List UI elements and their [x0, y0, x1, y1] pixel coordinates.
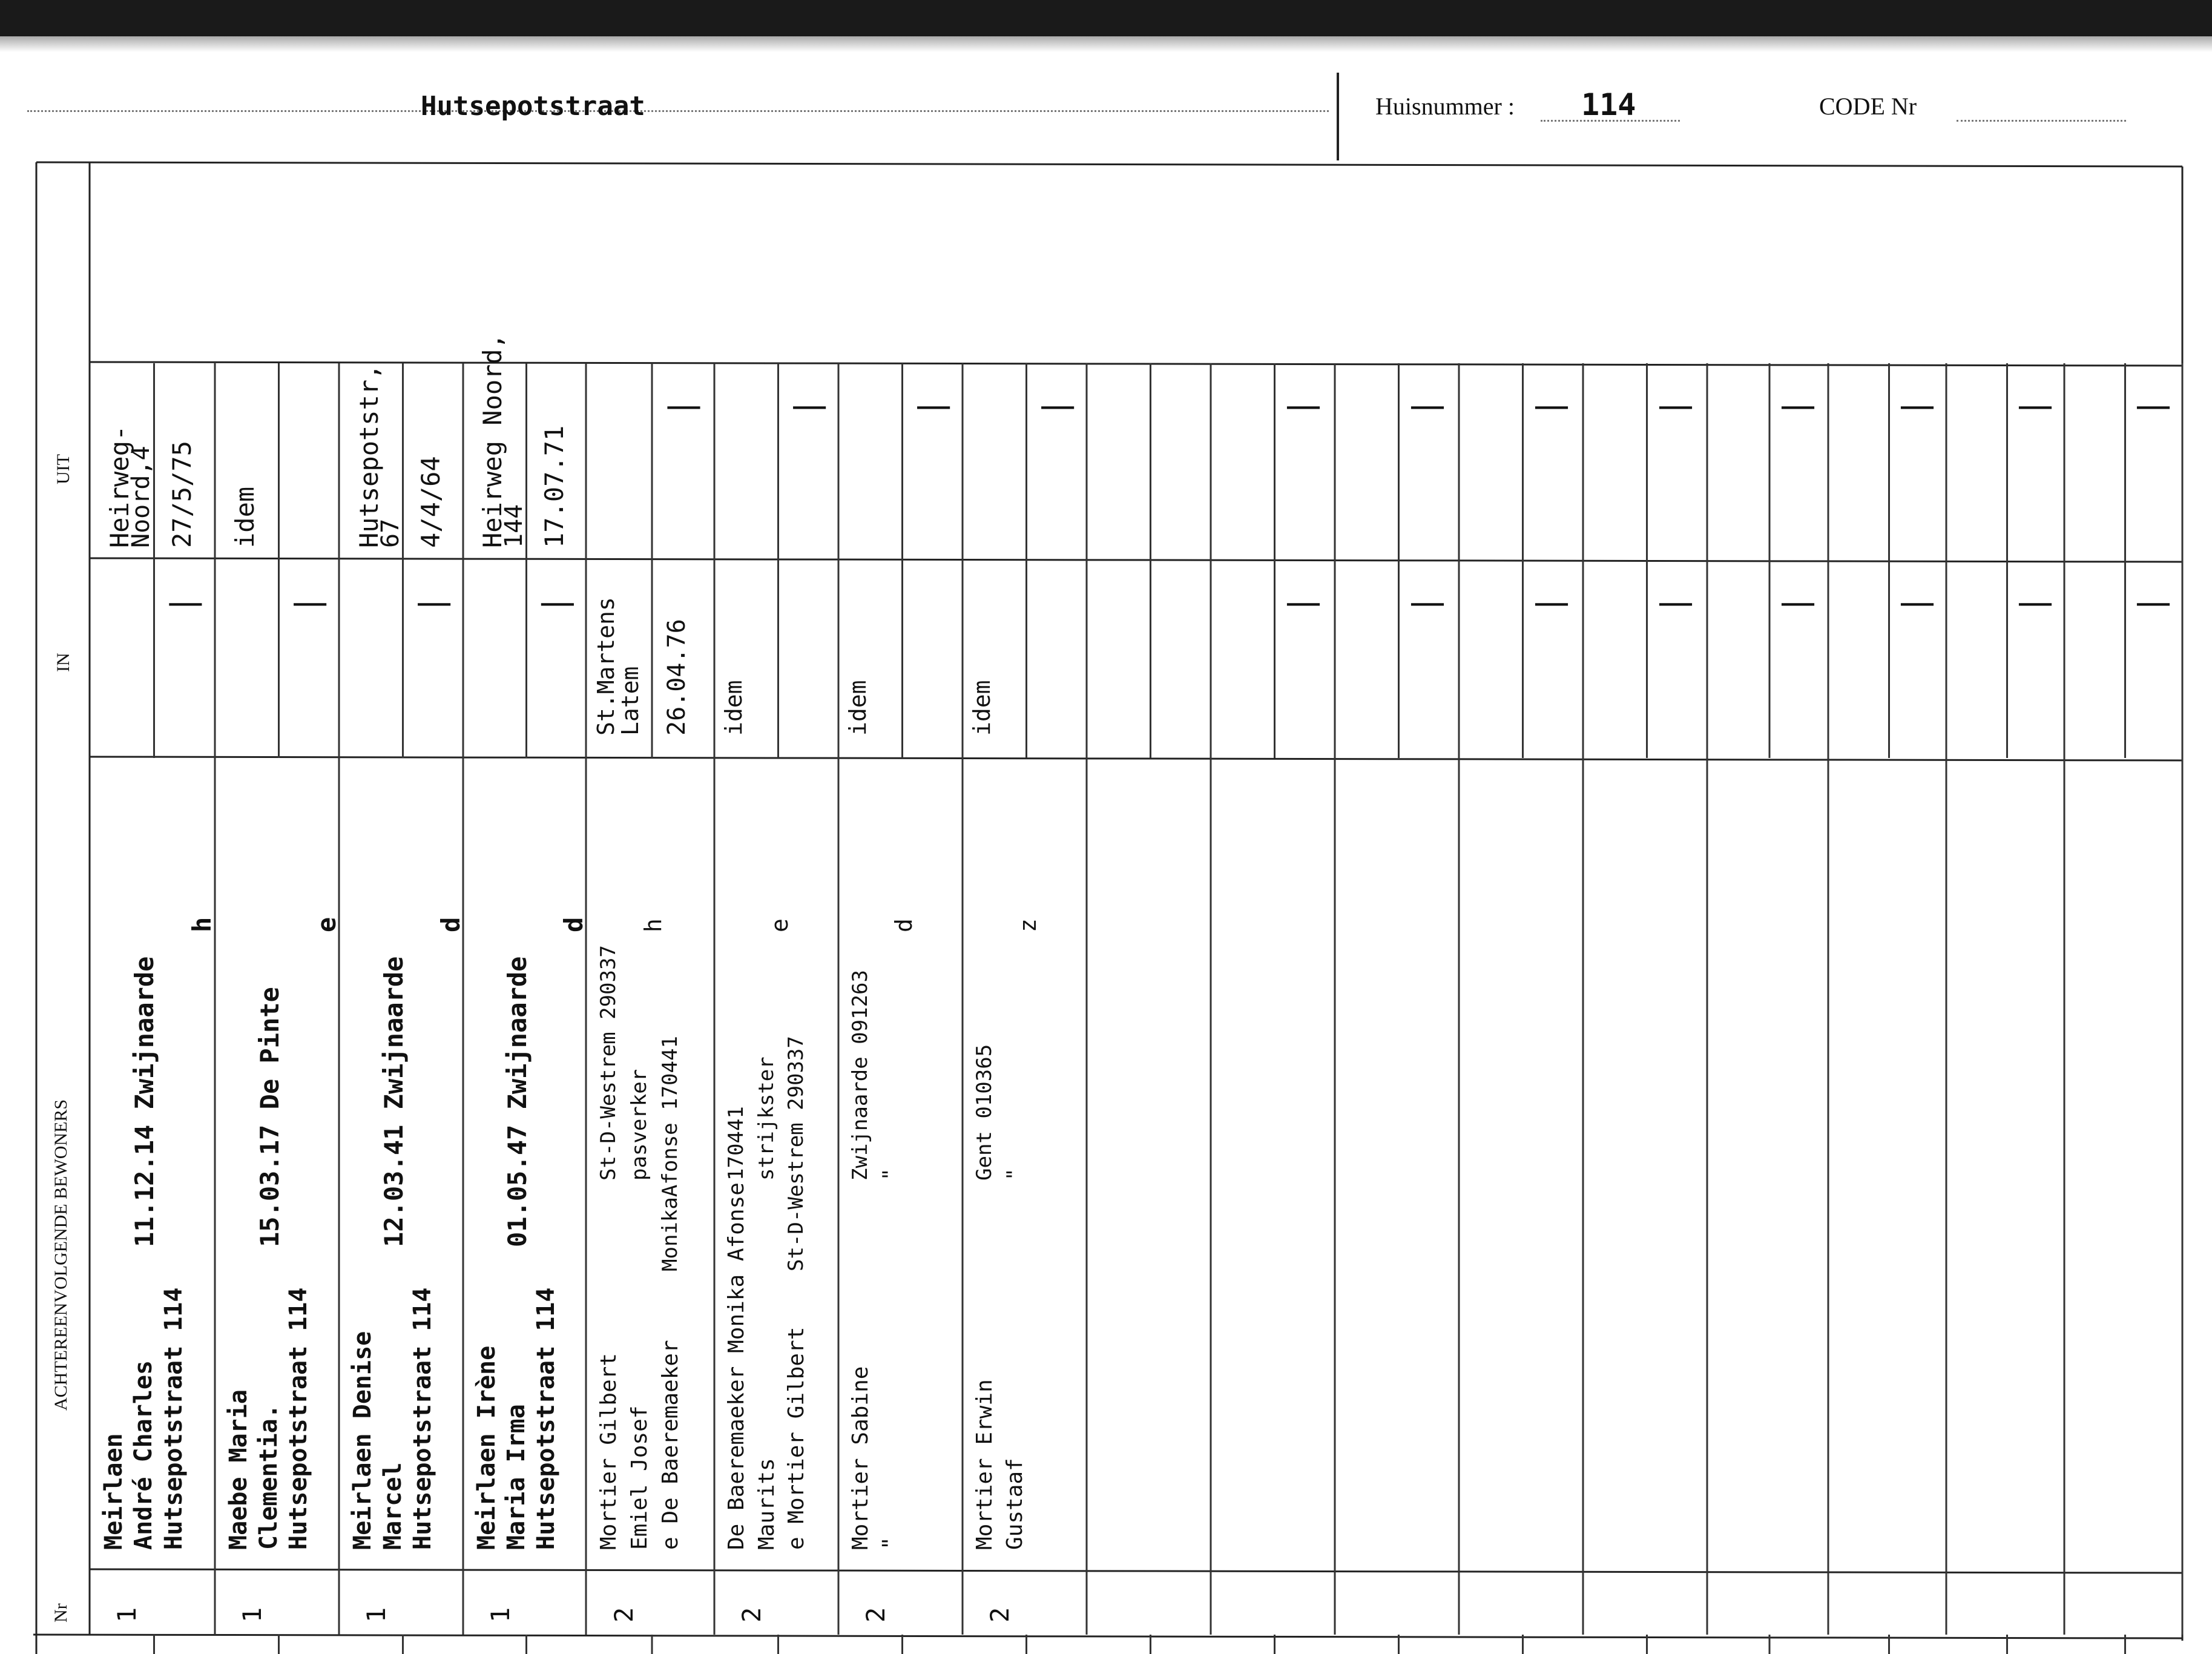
resident-birth-info: St-D-Westrem 290337	[596, 945, 620, 1181]
resident-name-line2: Marcel	[378, 1462, 407, 1550]
resident-name-line1: Maebe Maria	[225, 1389, 253, 1550]
resident-spouse-info: St-D-Westrem 290337	[783, 1036, 808, 1271]
uit-section-label: UIT	[53, 454, 73, 484]
uit-empty-dash: —	[1899, 384, 1935, 427]
resident-sex-code: z	[1015, 918, 1042, 932]
uit-empty-dash: —	[915, 384, 952, 427]
in-empty-dash: —	[2017, 581, 2053, 624]
in-empty-dash: —	[1657, 581, 1694, 624]
resident-name-line2: Maurits	[754, 1458, 779, 1550]
resident-sex-code: h	[187, 917, 217, 932]
in-empty-dash: —	[1533, 581, 1570, 624]
resident-name-line2: "	[878, 1537, 903, 1550]
resident-birth-info: strijkster	[754, 1056, 778, 1181]
resident-name-line1: Meirlaen Irène	[473, 1345, 501, 1550]
resident-name-line2: Emiel Josef	[627, 1405, 652, 1550]
resident-birth-info: Gent 010365	[972, 1044, 997, 1181]
in-date: 26.04.76	[663, 619, 691, 736]
bewoners-section-label: ACHTEREENVOLGENDE BEWONERS	[51, 1099, 71, 1411]
huisnummer-value: 114	[1581, 87, 1636, 122]
uit-place: Hutsepotstr,	[354, 364, 384, 548]
in-empty-dash: —	[1899, 581, 1935, 624]
in-section-label: IN	[53, 653, 73, 672]
in-place: idem	[969, 680, 996, 736]
uit-empty-dash: —	[791, 384, 828, 427]
resident-spouse-info: MonikaAfonse 170441	[657, 1036, 682, 1271]
uit-empty-dash: —	[1657, 384, 1694, 427]
in-empty-dash: —	[292, 581, 329, 624]
uit-empty-dash: —	[2135, 384, 2171, 427]
resident-sex-code: d	[559, 917, 589, 932]
uit-empty-dash: —	[1285, 384, 1322, 427]
resident-name-line1: De Baeremaeker Monika Afonse	[724, 1182, 749, 1550]
resident-birth-info: 15.03.17 De Pinte	[254, 987, 285, 1247]
resident-birth-info: 170441	[724, 1106, 749, 1181]
uit-empty-dash: —	[1409, 384, 1446, 427]
resident-sex-code: d	[890, 918, 918, 932]
uit-date: 17.07.71	[539, 425, 569, 548]
in-empty-dash: —	[416, 581, 453, 624]
resident-birth-info: pasverker	[627, 1069, 651, 1181]
resident-address-line: Hutsepotstraat 114	[408, 1287, 436, 1550]
in-empty-dash: —	[539, 581, 576, 624]
resident-name-line1: Meirlaen Denise	[349, 1331, 377, 1550]
resident-name-line2: André Charles	[130, 1360, 158, 1550]
uit-place: Heirweg-	[104, 425, 134, 548]
resident-address-line: Hutsepotstraat 114	[159, 1287, 188, 1550]
resident-nr: 2	[860, 1607, 890, 1623]
huisnummer-label: Huisnummer :	[1375, 93, 1515, 120]
resident-name-line2: Clementia.	[254, 1404, 283, 1550]
resident-name-line1: Mortier Erwin	[972, 1379, 998, 1550]
uit-date: 27/5/75	[167, 440, 197, 548]
nr-section-label: Nr	[51, 1603, 71, 1623]
uit-place: Heirweg Noord,	[478, 333, 508, 548]
resident-name-line1: Mortier Gilbert	[596, 1353, 621, 1550]
resident-nr: 1	[237, 1607, 267, 1623]
uit-empty-dash: —	[1533, 384, 1570, 427]
resident-sex-code: e	[766, 918, 794, 932]
in-place: St.Martens	[592, 597, 619, 736]
resident-name-line2: Maria Irma	[502, 1404, 530, 1550]
resident-nr: 2	[984, 1607, 1015, 1623]
in-place-detail: Latem	[616, 666, 644, 736]
resident-sex-code: d	[435, 917, 466, 932]
in-empty-dash: —	[1409, 581, 1446, 624]
resident-sex-code: e	[311, 917, 341, 932]
resident-birth-info: 11.12.14 Zwijnaarde	[130, 956, 160, 1247]
resident-birth-info: "	[878, 1168, 903, 1181]
uit-empty-dash: —	[1780, 384, 1816, 427]
resident-name-line2: Gustaaf	[1002, 1458, 1027, 1550]
resident-name-line1: Mortier Sabine	[848, 1366, 874, 1550]
resident-nr: 1	[361, 1607, 391, 1623]
street-name: Hutsepotstraat	[421, 91, 645, 122]
resident-name-line1: Meirlaen	[99, 1433, 128, 1550]
in-empty-dash: —	[1780, 581, 1816, 624]
in-empty-dash: —	[2135, 581, 2171, 624]
resident-address-line: e De Baeremaeker	[657, 1340, 683, 1550]
resident-nr: 2	[736, 1607, 766, 1623]
resident-birth-info: "	[1002, 1168, 1027, 1181]
resident-birth-info: Zwijnaarde 091263	[848, 970, 873, 1181]
in-place: idem	[720, 680, 748, 736]
resident-address-line: Hutsepotstraat 114	[532, 1287, 560, 1550]
resident-sex-code: h	[640, 918, 667, 932]
resident-nr: 1	[485, 1607, 515, 1623]
uit-place-detail: 144	[499, 504, 528, 548]
code-label: CODE Nr	[1819, 93, 1917, 120]
uit-place-detail: Noord,4	[127, 446, 156, 548]
resident-birth-info: 12.03.41 Zwijnaarde	[378, 956, 409, 1247]
resident-birth-info: 01.05.47 Zwijnaarde	[502, 956, 532, 1247]
in-place: idem	[844, 680, 872, 736]
in-empty-dash: —	[167, 581, 204, 624]
resident-address-line: Hutsepotstraat 114	[284, 1287, 312, 1550]
uit-place-detail: 67	[376, 518, 404, 548]
resident-nr: 2	[609, 1607, 639, 1623]
uit-empty-dash: —	[665, 384, 702, 427]
resident-address-line: e Mortier Gilbert	[783, 1326, 809, 1550]
in-empty-dash: —	[1285, 581, 1322, 624]
uit-empty-dash: —	[2017, 384, 2053, 427]
uit-place: idem	[229, 486, 260, 548]
uit-empty-dash: —	[1039, 384, 1076, 427]
uit-date: 4/4/64	[416, 456, 446, 548]
resident-nr: 1	[112, 1607, 142, 1623]
